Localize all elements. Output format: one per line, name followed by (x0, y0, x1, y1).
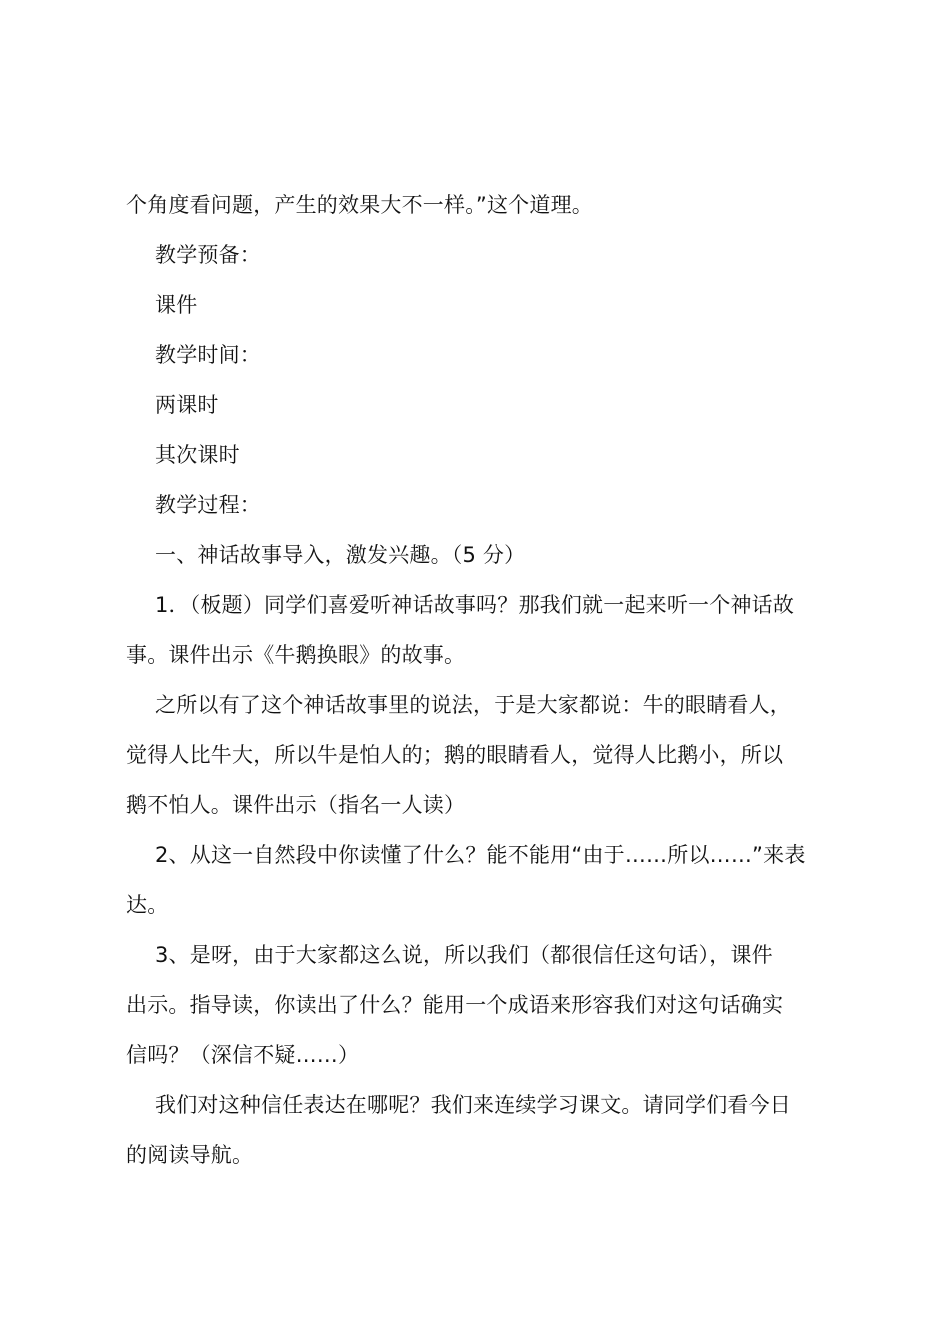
paragraph-line: 3、是呀，由于大家都这么说，所以我们（都很信任这句话），课件 (155, 943, 773, 967)
paragraph-line: 出示。指导读，你读出了什么？能用一个成语来形容我们对这句话确实 (126, 993, 784, 1017)
paragraph-line: 鹅不怕人。课件出示（指名一人读） (126, 793, 466, 817)
paragraph-line: 之所以有了这个神话故事里的说法，于是大家都说：牛的眼睛看人， (155, 693, 791, 717)
text-line: 课件 (155, 293, 198, 317)
paragraph-line: 觉得人比牛大，所以牛是怕人的；鹅的眼睛看人，觉得人比鹅小，所以 (126, 743, 784, 767)
step-heading: 一、神话故事导入，激发兴趣。（5 分） (155, 543, 526, 567)
text-line: 其次课时 (155, 443, 240, 467)
text-line: 两课时 (155, 393, 219, 417)
paragraph-line: 达。 (126, 893, 169, 917)
paragraph-line: 事。课件出示《牛鹅换眼》的故事。 (126, 643, 466, 667)
paragraph-line: 1．（板题）同学们喜爱听神话故事吗？那我们就一起来听一个神话故 (155, 593, 795, 617)
section-heading-preparation: 教学预备： (155, 243, 261, 267)
text-line: 个角度看问题，产生的效果大不一样。”这个道理。 (126, 193, 593, 217)
paragraph-line: 的阅读导航。 (126, 1143, 254, 1167)
section-heading-time: 教学时间： (155, 343, 261, 367)
paragraph-line: 信吗？（深信不疑……） (126, 1043, 360, 1067)
document-page (126, 180, 836, 1180)
paragraph-line: 我们对这种信任表达在哪呢？我们来连续学习课文。请同学们看今日 (155, 1093, 791, 1117)
paragraph-line: 2、从这一自然段中你读懂了什么？能不能用“由于……所以……”来表 (155, 843, 806, 867)
section-heading-process: 教学过程： (155, 493, 261, 517)
